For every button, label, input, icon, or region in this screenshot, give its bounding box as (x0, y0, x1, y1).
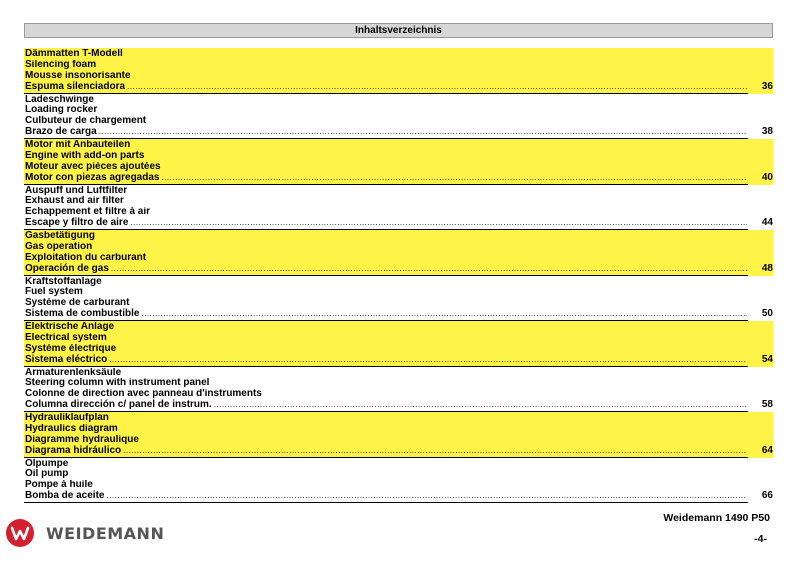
entry-line-de: Gasbetätigung (25, 231, 96, 241)
entry-line-fr: Mousse insonorisante (25, 70, 131, 81)
model-name: Weidemann 1490 P50 (663, 512, 770, 524)
entry-page-number[interactable]: 50 (761, 308, 773, 320)
dot-leader (109, 355, 747, 366)
dot-leader (127, 82, 747, 93)
entry-line-en: Silencing foam (25, 59, 97, 70)
entry-line-en: Fuel system (25, 287, 83, 298)
entry-line-es: Motor con piezas agregadas (25, 171, 160, 183)
page-number: -4- (754, 533, 767, 545)
entry-line-de: Hydrauliklaufplan (25, 413, 109, 423)
toc-entry[interactable] (24, 458, 773, 504)
entry-line-es: Sistema eléctrico (25, 353, 108, 365)
entry-line-en: Gas operation (25, 241, 93, 252)
entry-line-de: Dämmatten T-Modell (25, 49, 123, 59)
entry-line-en: Oil pump (25, 469, 69, 480)
dot-leader (106, 491, 747, 502)
entry-line-de: Motor mit Anbauteilen (25, 140, 131, 150)
entry-line-es: Operación de gas (25, 262, 109, 274)
entry-line-de: Kraftstoffanlage (25, 276, 102, 287)
entry-line-de: Ölpumpe (25, 458, 69, 469)
entry-page-number[interactable]: 40 (761, 171, 773, 183)
toc-entry[interactable] (24, 367, 773, 413)
entry-page-number[interactable]: 38 (761, 126, 773, 138)
entry-line-es: Diagrama hidráulico (25, 444, 122, 456)
entry-line-fr: Echappement et filtre à air (25, 207, 151, 218)
entry-page-number[interactable]: 36 (761, 80, 773, 92)
toc-entry[interactable] (24, 412, 773, 458)
entry-line-fr: Exploitation du carburant (25, 252, 147, 263)
entry-line-fr: Colonne de direction avec panneau d'instruments (25, 389, 262, 400)
toc-header (24, 23, 773, 38)
brand-logo (6, 519, 164, 547)
toc-entry[interactable] (24, 230, 773, 276)
entry-line-es: Sistema de combustible (25, 308, 140, 320)
entry-line-de: Ladeschwinge (25, 94, 94, 105)
entry-line-es: Espuma silenciadora (25, 80, 126, 92)
dot-leader (111, 264, 747, 275)
toc-entry[interactable] (24, 185, 773, 231)
toc-title: Inhaltsverzeichnis (355, 25, 442, 36)
entry-line-fr: Système électrique (25, 343, 117, 354)
toc-entry[interactable] (24, 276, 773, 322)
entry-divider (24, 502, 748, 503)
toc-list (24, 48, 773, 503)
entry-line-fr: Pompe à huile (25, 480, 93, 491)
entry-page-number[interactable]: 54 (761, 353, 773, 365)
entry-line-en: Engine with add-on parts (25, 150, 145, 161)
entry-line-fr: Système de carburant (25, 298, 130, 309)
entry-line-fr: Diagramme hydraulique (25, 434, 139, 445)
entry-line-es: Columna dirección c/ panel de instrum. (25, 399, 212, 411)
dot-leader (99, 127, 747, 138)
entry-line-de: Elektrische Anlage (25, 322, 115, 332)
entry-page-number[interactable]: 58 (761, 399, 773, 411)
dot-leader (123, 446, 747, 457)
entry-line-fr: Culbuteur de chargement (25, 116, 147, 127)
entry-line-de: Auspuff und Luftfilter (25, 185, 128, 196)
entry-line-en: Loading rocker (25, 105, 98, 116)
entry-page-number[interactable]: 44 (761, 217, 773, 229)
entry-line-en: Steering column with instrument panel (25, 378, 210, 389)
entry-line-en: Hydraulics diagram (25, 423, 118, 434)
weidemann-w-logo-icon (6, 519, 34, 547)
toc-entry[interactable] (24, 321, 773, 367)
entry-line-en: Exhaust and air filter (25, 196, 124, 207)
entry-line-es: Brazo de carga (25, 126, 97, 138)
dot-leader (130, 218, 747, 229)
dot-leader (141, 309, 747, 320)
entry-page-number[interactable]: 48 (761, 262, 773, 274)
toc-entry[interactable] (24, 94, 773, 140)
brand-name: WEIDEMANN (46, 523, 165, 543)
dot-leader (161, 173, 747, 184)
entry-page-number[interactable]: 66 (761, 490, 773, 502)
entry-line-de: Armaturenlenksäule (25, 367, 122, 378)
entry-page-number[interactable]: 64 (761, 444, 773, 456)
toc-entry[interactable] (24, 139, 773, 185)
toc-entry[interactable] (24, 48, 773, 94)
dot-leader (214, 400, 747, 411)
entry-line-es: Bomba de aceite (25, 490, 105, 502)
entry-line-fr: Moteur avec pièces ajoutées (25, 161, 161, 172)
entry-line-en: Electrical system (25, 332, 107, 343)
entry-line-es: Escape y filtro de aire (25, 217, 129, 229)
